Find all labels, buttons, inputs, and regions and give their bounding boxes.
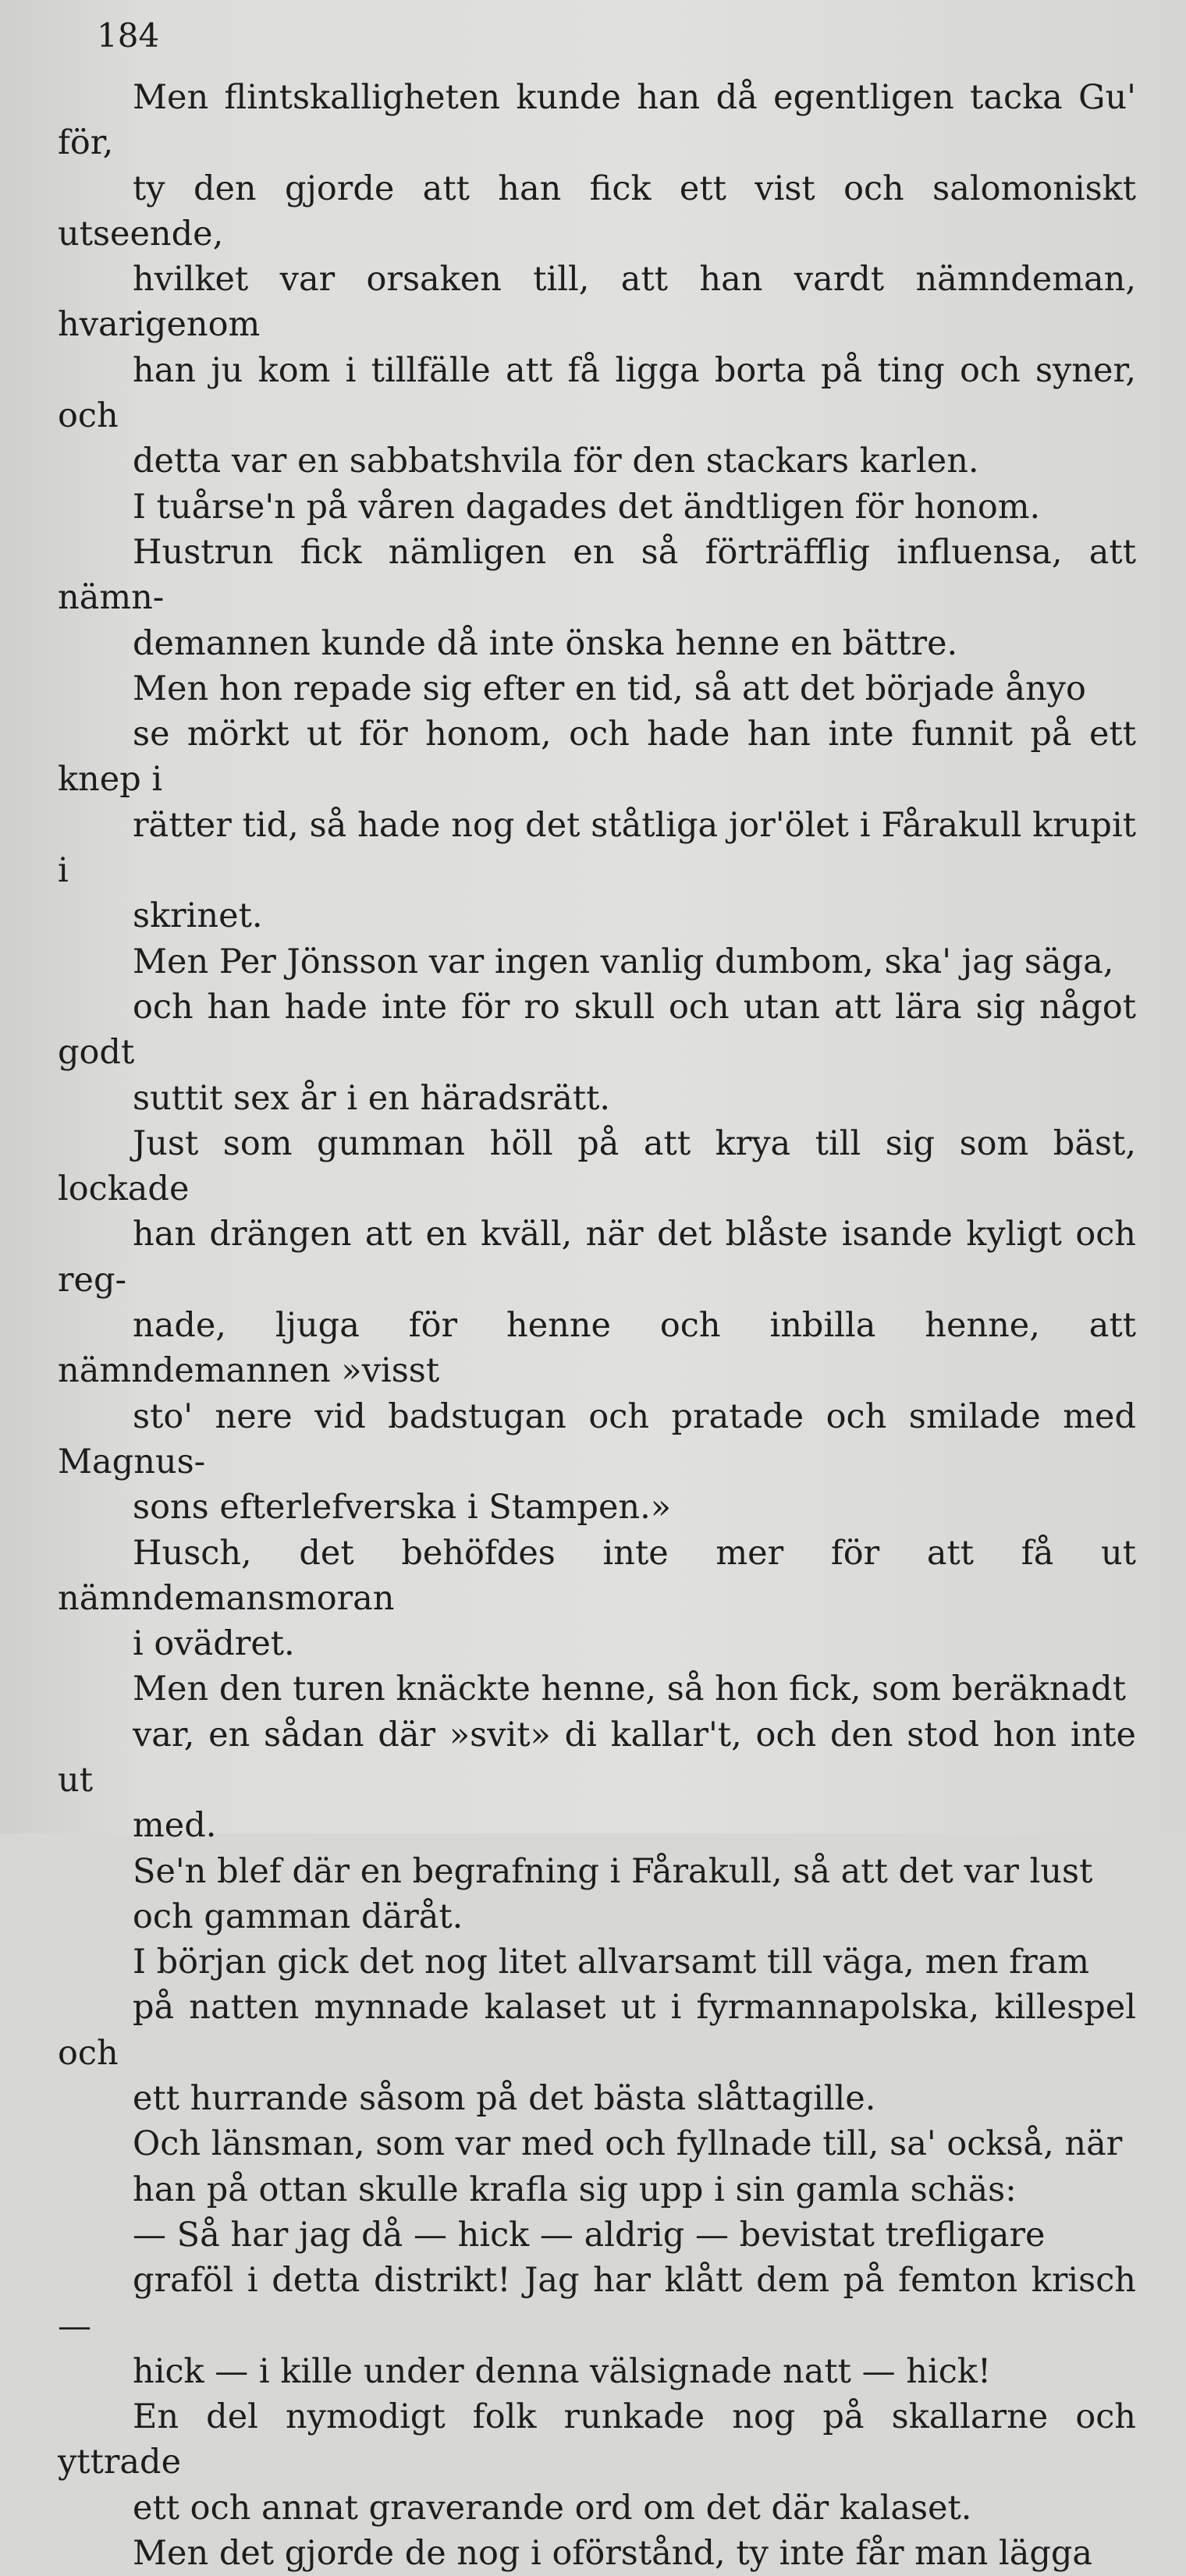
paragraph <box>58 939 1136 1121</box>
paragraph <box>58 530 1136 666</box>
paragraph <box>58 1849 1136 1940</box>
text-line: och han hade inte för ro skull och utan att lära sig något godt <box>58 987 1136 1073</box>
text-line: Men det gjorde de nog i oförstånd, ty inte får man lägga <box>133 2534 1093 2574</box>
paragraph <box>58 2531 1136 2576</box>
text-line: detta var en sabbatshvila för den stackars karlen. <box>133 442 979 481</box>
text-line: Hustrun fick nämligen en så förträfflig influensa, att nämn- <box>58 532 1136 618</box>
page-number: 184 <box>97 16 160 55</box>
text-line: rätter tid, så hade nog det ståtliga jor'ölet i Fårakull krupit i <box>58 805 1136 891</box>
text-line: Se'n blef där en begrafning i Fårakull, så att det var lust <box>133 1851 1093 1891</box>
text-line: och gamman däråt. <box>133 1897 463 1936</box>
text-line: suttit sex år i en häradsrätt. <box>133 1078 611 1118</box>
text-line: se mörkt ut för honom, och hade han inte funnit på ett knep i <box>58 715 1136 800</box>
paragraph <box>58 2394 1136 2531</box>
text-line: demannen kunde då inte önska henne en bättre. <box>133 623 958 663</box>
text-line: hvilket var orsaken till, att han vardt nämndeman, hvarigenom <box>58 260 1136 345</box>
text-line: hick — i kille under denna välsignade natt — hick! <box>133 2351 992 2391</box>
text-line: han drängen att en kväll, när det blåste isande kyligt och reg- <box>58 1215 1136 1300</box>
text-line: ett och annat graverande ord om det där kalaset. <box>133 2488 972 2528</box>
text-line: han ju kom i tillfälle att få ligga borta på ting och syner, och <box>58 350 1136 436</box>
paragraph <box>58 2212 1136 2394</box>
paragraph <box>58 666 1136 939</box>
text-line: på natten mynnade kalaset ut i fyrmannapolska, killespel och <box>58 1988 1136 2073</box>
text-line: Husch, det behöfdes inte mer för att få ut nämndemansmoran <box>58 1533 1136 1618</box>
text-line: sto' nere vid badstugan och pratade och smilade med Magnus- <box>58 1396 1136 1481</box>
paragraph <box>58 1666 1136 1848</box>
paragraph <box>58 2121 1136 2212</box>
text-line: graföl i detta distrikt! Jag har klått dem på femton krisch — <box>58 2261 1136 2346</box>
text-line: Men den turen knäckte henne, så hon fick, som beräknadt <box>133 1669 1126 1709</box>
text-line: Just som gumman höll på att krya till sig som bäst, lockade <box>58 1123 1136 1209</box>
text-line: ett hurrande såsom på det bästa slåttagille. <box>133 2079 876 2119</box>
text-line: — Så har jag då — hick — aldrig — bevistat trefligare <box>133 2215 1046 2255</box>
text-line: Men flintskalligheten kunde han då egentligen tacka Gu' för, <box>58 78 1136 163</box>
text-line: nade, ljuga för henne och inbilla henne, att nämndemannen »visst <box>58 1306 1136 1391</box>
text-line: Och länsman, som var med och fyllnade till, sa' också, när <box>133 2124 1123 2164</box>
text-line: var, en sådan där »svit» di kallar't, och den stod hon inte ut <box>58 1715 1136 1800</box>
text-line: Men Per Jönsson var ingen vanlig dumbom, ska' jag säga, <box>133 942 1114 981</box>
text-line: I början gick det nog litet allvarsamt till väga, men fram <box>133 1943 1090 1982</box>
paragraph <box>58 1121 1136 1531</box>
text-line: ty den gjorde att han fick ett vist och salomoniskt utseende, <box>58 169 1136 254</box>
text-line: sons efterlefverska i Stampen.» <box>133 1488 672 1528</box>
text-line: skrinet. <box>133 896 263 936</box>
text-line: med. <box>133 1806 217 1846</box>
text-line: Men hon repade sig efter en tid, så att det började ånyo <box>133 669 1086 708</box>
page-body-text <box>58 75 1136 2576</box>
paragraph <box>58 75 1136 484</box>
text-line: i ovädret. <box>133 1624 295 1664</box>
paragraph <box>58 1939 1136 2121</box>
text-line: En del nymodigt folk runkade nog på skallarne och yttrade <box>58 2397 1136 2482</box>
paragraph <box>58 1531 1136 1667</box>
paragraph <box>58 484 1136 530</box>
text-line: han på ottan skulle krafla sig upp i sin gamla schäs: <box>133 2170 1017 2209</box>
text-line: I tuårse'n på våren dagades det ändtligen för honom. <box>133 487 1041 527</box>
